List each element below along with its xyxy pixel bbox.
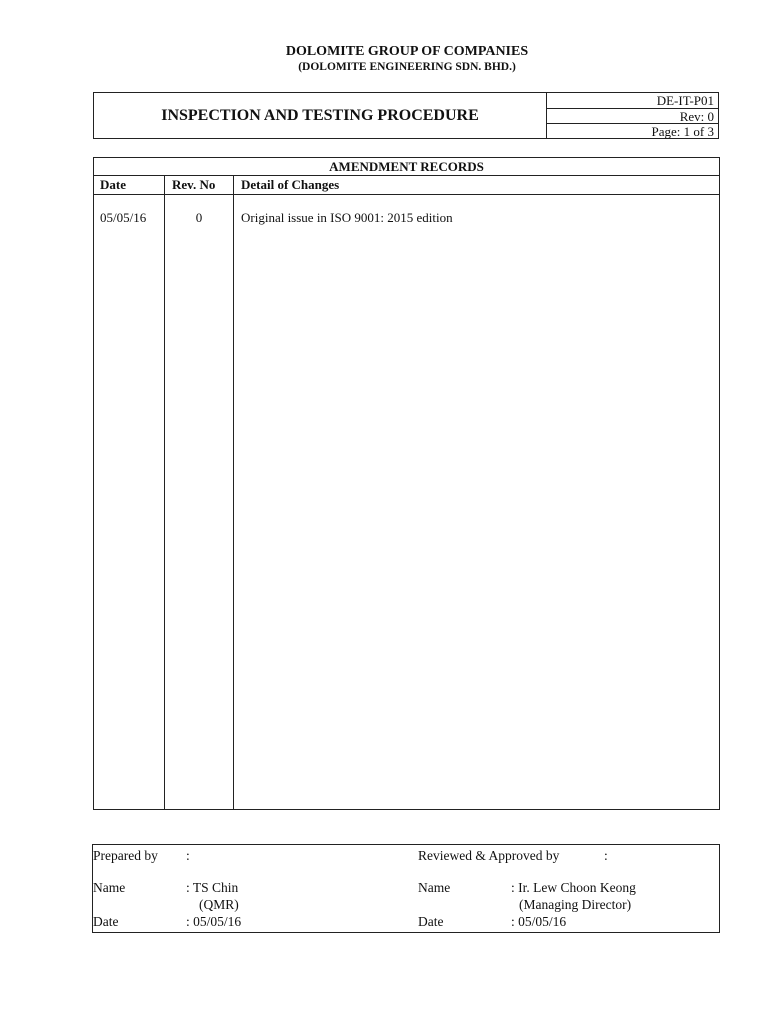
row-detail: Original issue in ISO 9001: 2015 edition [241,210,453,225]
signoff-block [92,844,720,933]
approved-name: : Ir. Lew Choon Keong [511,880,636,895]
approved-date: : 05/05/16 [511,914,567,929]
prepared-by-colon: : [186,848,190,863]
approved-by-label: Reviewed & Approved by [418,848,560,863]
prepared-date-label: Date [93,914,119,929]
page-number: Page: 1 of 3 [547,123,719,138]
prepared-role: (QMR) [199,897,239,912]
document-number: DE-IT-P01 [656,93,714,108]
column-divider [233,175,234,809]
approved-role: (Managing Director) [519,897,632,912]
title-block [93,92,719,139]
amendment-records-table [93,157,720,810]
column-header-rev: Rev. No [172,177,216,192]
document-meta [546,93,719,138]
prepared-name-label: Name [93,880,126,895]
column-header-date: Date [100,177,126,192]
approved-name-label: Name [418,880,451,895]
document-title: INSPECTION AND TESTING PROCEDURE [161,106,479,124]
amendment-records-title: AMENDMENT RECORDS [94,158,719,176]
approved-by-colon: : [604,848,608,863]
column-header-detail: Detail of Changes [241,177,340,192]
prepared-name: : TS Chin [186,880,239,895]
row-date: 05/05/16 [100,210,147,225]
header-divider [94,194,719,195]
approved-date-label: Date [418,914,444,929]
column-divider [164,175,165,809]
subsidiary-name: (DOLOMITE ENGINEERING SDN. BHD.) [298,61,516,73]
company-name: DOLOMITE GROUP OF COMPANIES [285,44,529,59]
prepared-date: : 05/05/16 [186,914,242,929]
prepared-by-label: Prepared by [93,848,158,863]
row-rev: 0 [195,210,203,225]
revision-number: Rev: 0 [547,108,719,123]
